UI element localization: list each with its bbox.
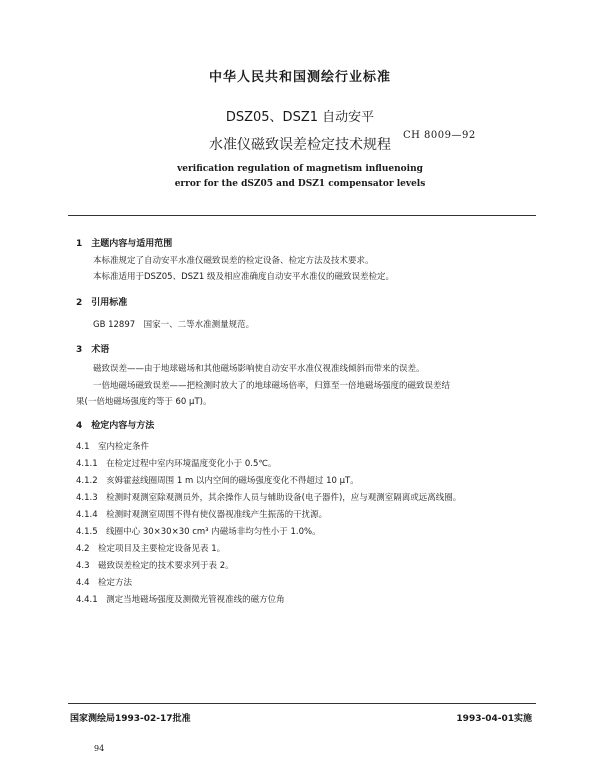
section-3-paragraph-1: 磁致误差——由于地球磁场和其他磁场影响使自动安平水准仪视准线倾斜而带来的误差。 xyxy=(93,364,425,374)
section-3-paragraph-2: 一倍地磁场磁致误差——把检测时放大了的地球磁场倍率，归算至一倍地磁场强度的磁致误差结 xyxy=(93,381,451,391)
section-1-heading: 1 主题内容与适用范围 xyxy=(76,239,173,249)
standard-title-line2: 水准仪磁致误差检定技术规程 xyxy=(209,137,391,153)
section-1-paragraph-2: 本标准适用于DSZ05、DSZ1 级及相应准确度自动安平水准仪的磁致误差检定。 xyxy=(93,272,394,282)
item-4-1-5: 4.1.5 线圈中心 30×30×30 cm³ 内磁场非均匀性小于 1.0%。 xyxy=(76,527,321,537)
item-4-1-1: 4.1.1 在检定过程中室内环境温度变化小于 0.5℃。 xyxy=(76,459,277,469)
effective-date: 1993-04-01实施 xyxy=(456,714,532,724)
page-number: 94 xyxy=(94,744,105,753)
item-4-2: 4.2 检定项目及主要检定设备见表 1。 xyxy=(76,544,226,554)
section-3-heading: 3 术语 xyxy=(76,345,110,355)
item-4-4: 4.4 检定方法 xyxy=(76,578,133,588)
item-4-4-1: 4.4.1 测定当地磁场强度及测微光管视准线的磁方位角 xyxy=(76,595,285,605)
english-title-line2: error for the dSZ05 and DSZ1 compensator levels xyxy=(174,179,426,189)
section-3-paragraph-3: 果(一倍地磁场强度约等于 60 μT)。 xyxy=(76,397,212,407)
agency-header: 中华人民共和国测绘行业标准 xyxy=(208,70,391,85)
section-2-heading: 2 引用标准 xyxy=(76,298,128,308)
standard-title-line1: DSZ05、DSZ1 自动安平 xyxy=(225,110,375,125)
standard-code: CH 8009—92 xyxy=(403,130,476,141)
header-divider xyxy=(68,215,536,216)
item-4-1-3: 4.1.3 检测时观测室除观测员外，其余操作人员与辅助设备(电子器件)，应与观测室隔离或远离线圈。 xyxy=(76,493,462,503)
section-2-paragraph-1: GB 12897 国家一、二等水准测量规范。 xyxy=(93,320,255,330)
section-1-paragraph-1: 本标准规定了自动安平水准仪磁致误差的检定设备、检定方法及技术要求。 xyxy=(93,256,374,266)
item-4-1-2: 4.1.2 亥姆霍兹线圈周围 1 m 以内空间的磁场强度变化不得超过 10 μT。 xyxy=(76,476,359,486)
approval-date: 国家测绘局1993-02-17批准 xyxy=(70,714,191,724)
section-4-heading: 4 检定内容与方法 xyxy=(76,421,155,431)
item-4-1: 4.1 室内检定条件 xyxy=(76,442,150,452)
item-4-3: 4.3 磁致误差检定的技术要求列于表 2。 xyxy=(76,561,234,571)
item-4-1-4: 4.1.4 检测时观测室周围不得有使仪器视准线产生振荡的干扰源。 xyxy=(76,510,328,520)
english-title-line1: verification regulation of magnetism influenoing xyxy=(177,164,423,174)
footer-divider xyxy=(68,703,536,704)
